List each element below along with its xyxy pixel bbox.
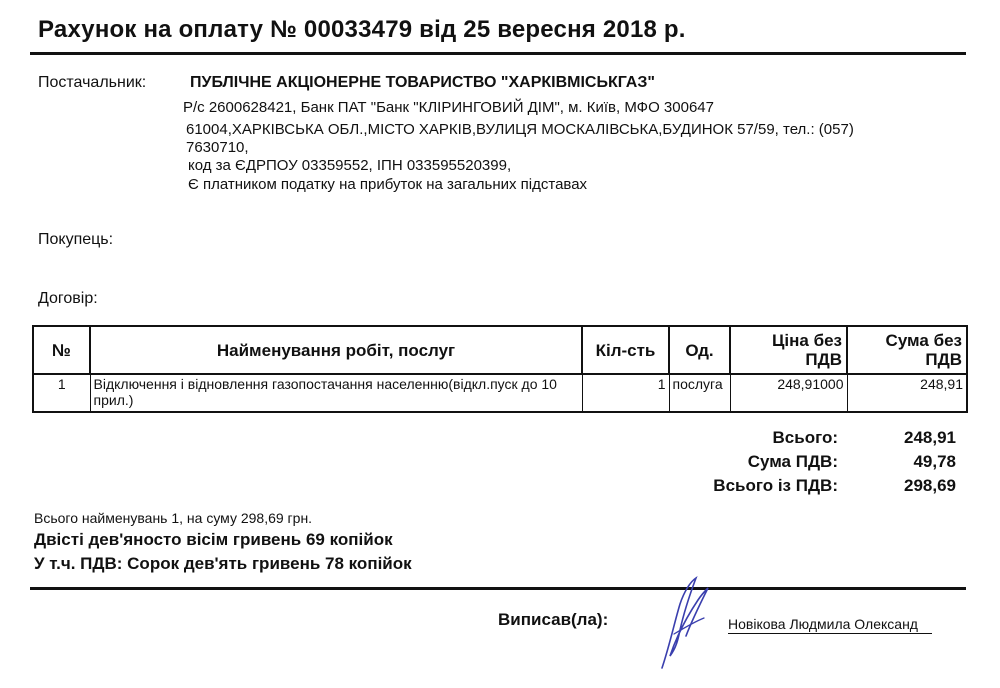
header-price: Ціна без ПДВ <box>730 326 847 374</box>
issued-by-label: Виписав(ла): <box>498 610 609 629</box>
cell-price: 248,91000 <box>730 374 847 412</box>
total-label: Всього: <box>772 428 838 447</box>
items-table <box>32 325 968 413</box>
cell-sum: 248,91 <box>847 374 967 412</box>
vat-value: 49,78 <box>913 452 956 471</box>
buyer-label: Покупець: <box>38 231 114 248</box>
cell-unit: послуга <box>669 374 730 412</box>
header-qty: Кіл-сть <box>582 326 669 374</box>
header-sum: Сума без ПДВ <box>847 326 967 374</box>
total-value: 248,91 <box>904 428 956 447</box>
vat-label: Сума ПДВ: <box>747 452 838 471</box>
table-row <box>33 374 967 412</box>
vat-in-words: У т.ч. ПДВ: Сорок дев'ять гривень 78 копійок <box>34 554 412 573</box>
cell-qty: 1 <box>582 374 669 412</box>
bottom-divider <box>30 587 966 590</box>
supplier-codes: код за ЄДРПОУ 03359552, ІПН 033595520399, <box>188 157 512 174</box>
supplier-tax-status: Є платником податку на прибуток на загальних підставах <box>188 176 588 193</box>
grand-total-value: 298,69 <box>904 476 956 495</box>
supplier-address-line1: 61004,ХАРКІВСЬКА ОБЛ.,МІСТО ХАРКІВ,ВУЛИЦЯ МОСКАЛІВСЬКА,БУДИНОК 57/59, тел.: (057) <box>186 121 854 138</box>
amount-in-words: Двісті дев'яносто вісім гривень 69 копійок <box>34 530 393 549</box>
header-name: Найменування робіт, послуг <box>90 326 582 374</box>
header-num: № <box>33 326 90 374</box>
cell-name: Відключення і відновлення газопостачання населенню(відкл.пуск до 10 прил.) <box>90 374 582 412</box>
issuer-name: Новікова Людмила Олександ <box>728 616 918 632</box>
supplier-bank: Р/с 2600628421, Банк ПАТ "Банк "КЛІРИНГОВИЙ ДІМ", м. Київ, МФО 300647 <box>183 99 714 116</box>
supplier-name: ПУБЛІЧНЕ АКЦІОНЕРНЕ ТОВАРИСТВО "ХАРКІВМІСЬКГАЗ" <box>190 74 655 91</box>
contract-label: Договір: <box>38 290 98 307</box>
items-count-summary: Всього найменувань 1, на суму 298,69 грн. <box>34 510 313 526</box>
top-divider <box>30 52 966 55</box>
handwritten-signature <box>640 574 720 674</box>
grand-total-label: Всього із ПДВ: <box>713 476 838 495</box>
invoice-title: Рахунок на оплату № 00033479 від 25 вересня 2018 р. <box>38 16 686 43</box>
signature-line <box>728 633 932 634</box>
header-unit: Од. <box>669 326 730 374</box>
supplier-address-line2: 7630710, <box>186 139 249 156</box>
table-header-row <box>33 326 967 374</box>
cell-num: 1 <box>33 374 90 412</box>
supplier-label: Постачальник: <box>38 74 147 91</box>
